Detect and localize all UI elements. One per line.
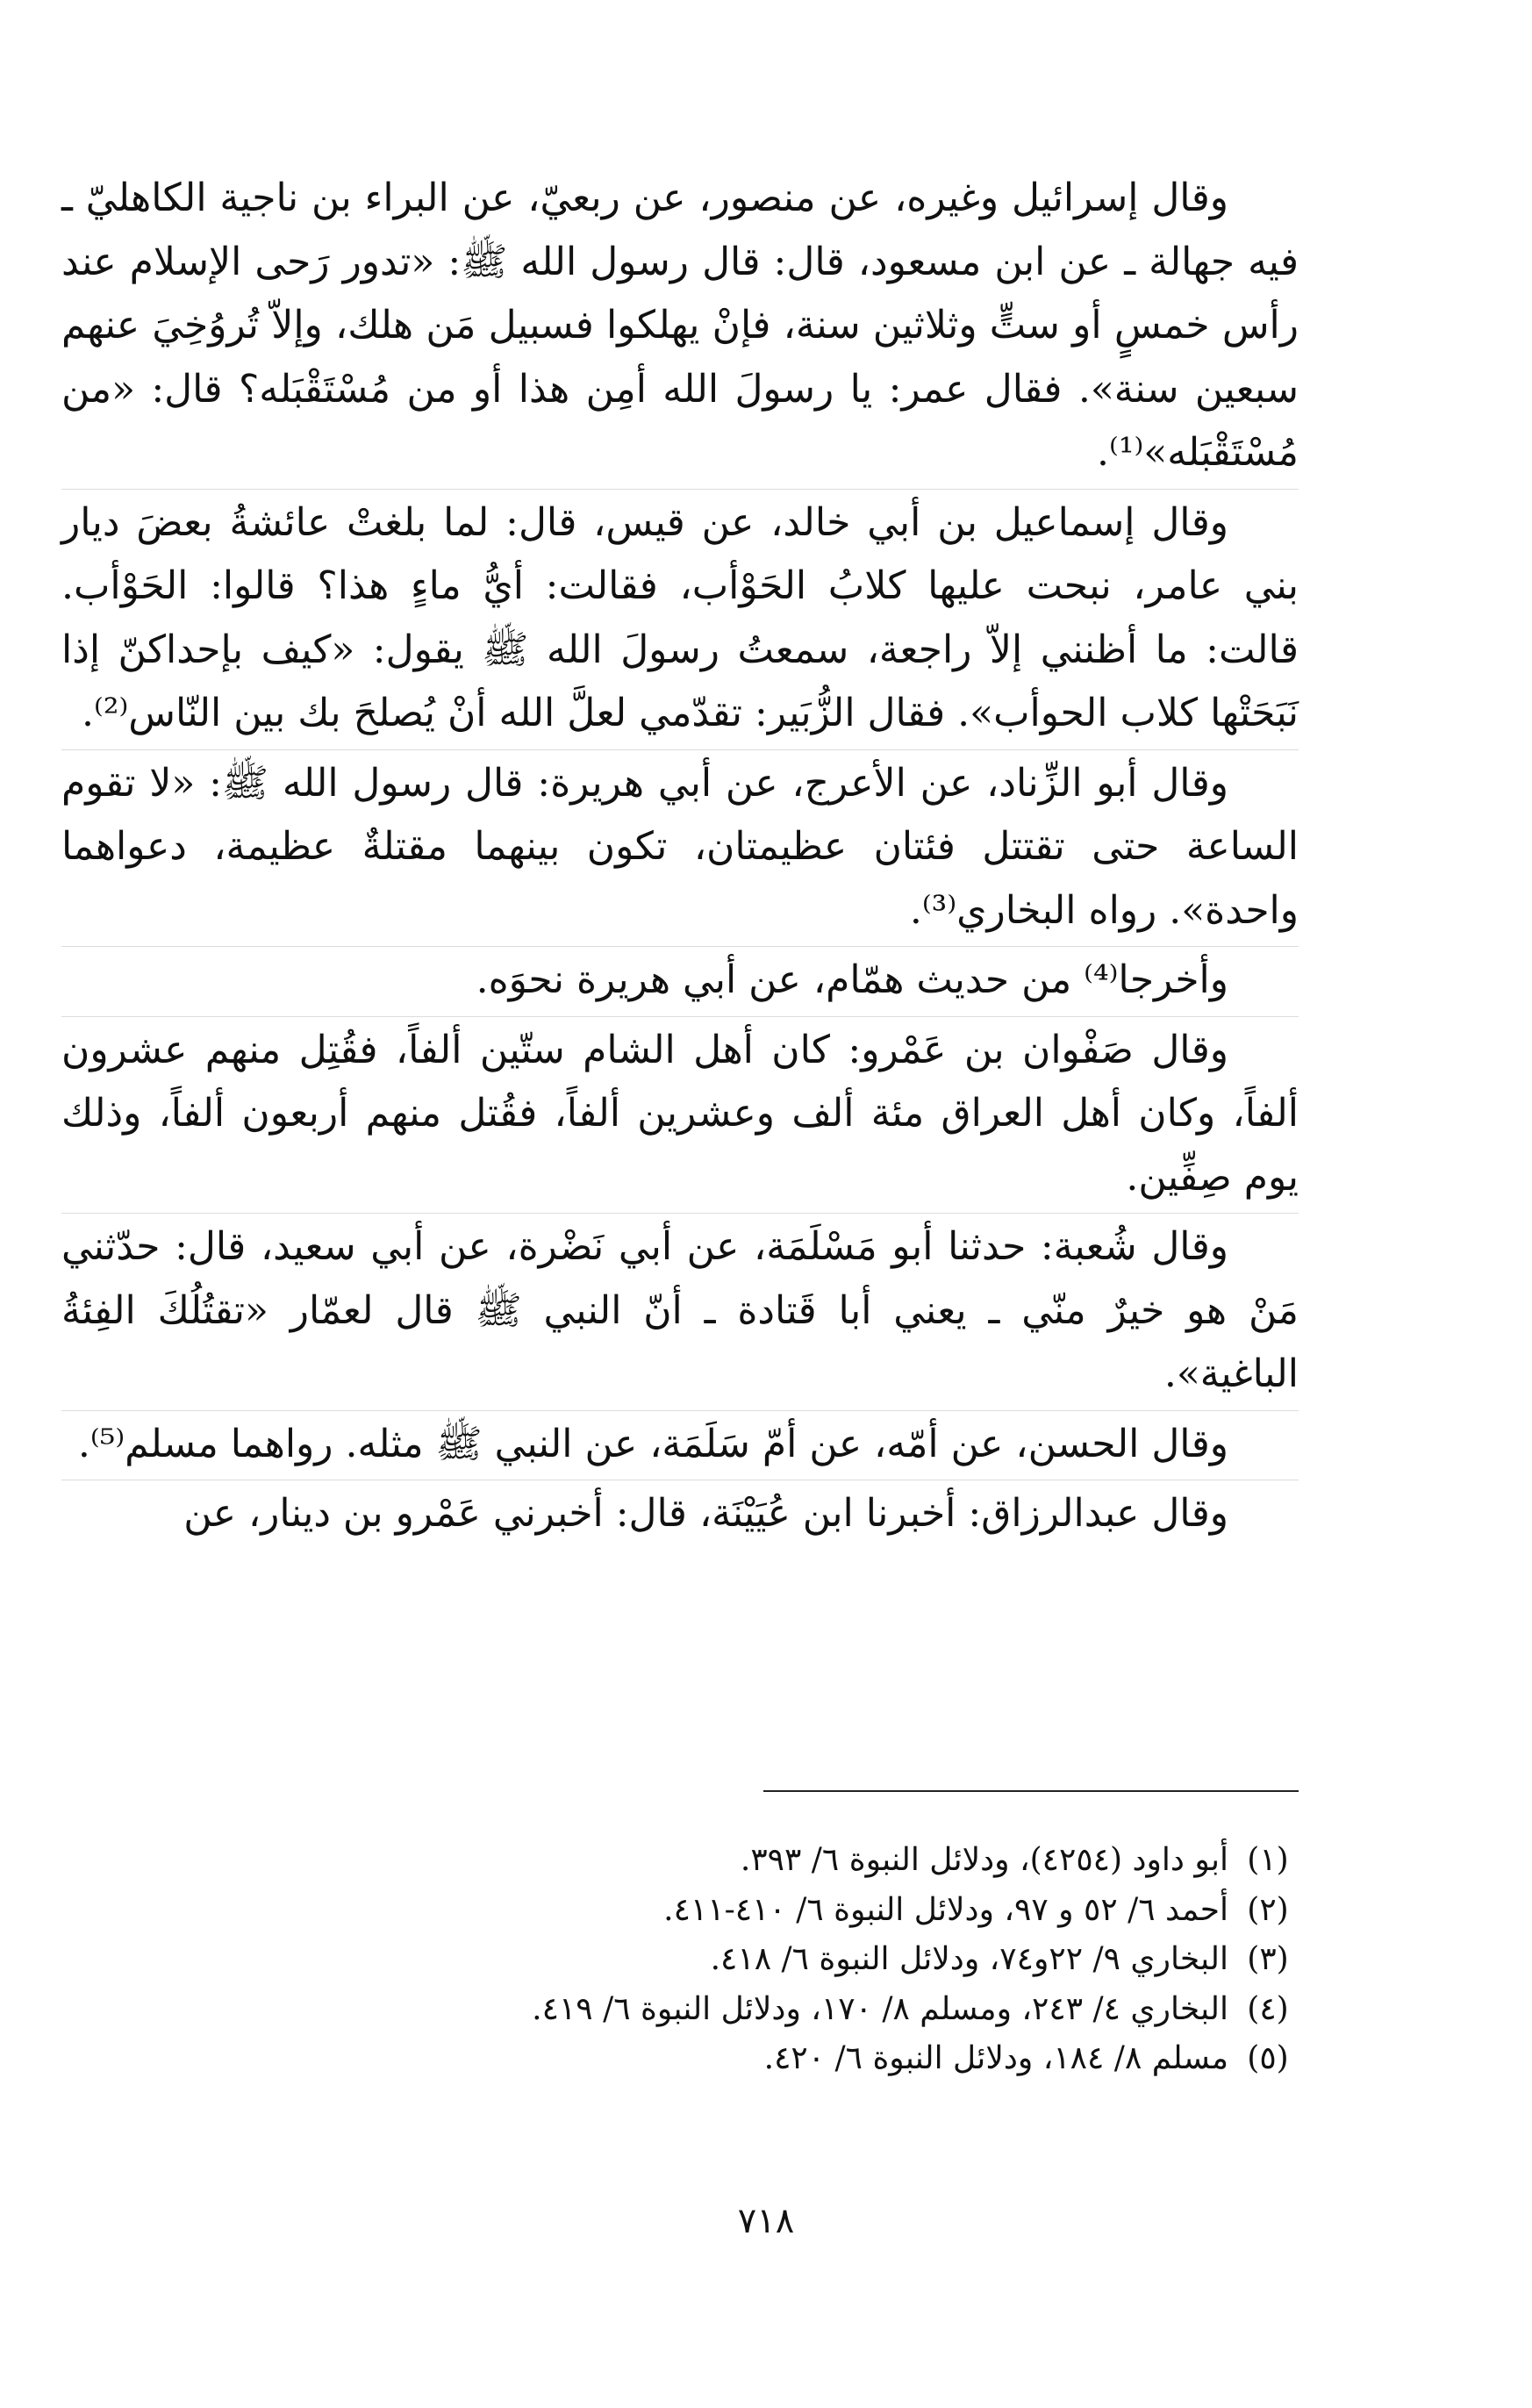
footnote-text: أحمد ٦/ ٥٢ و ٩٧، ودلائل النبوة ٦/ ٤١٠-٤١١. bbox=[663, 1891, 1228, 1928]
paragraph: وقال شُعبة: حدثنا أبو مَسْلَمَة، عن أبي نَضْرة، عن أبي سعيد، قال: حدّثني مَنْ هو خيرٌ منّي ـ يعني أبا قَتادة ـ أنّ النبي ﷺ قال لعمّار «تقتُلُكَ الفِئةُ الباغية». bbox=[61, 1215, 1299, 1411]
footnote-separator bbox=[763, 1790, 1299, 1792]
paragraph: وقال عبدالرزاق: أخبرنا ابن عُيَيْنَة، قال: أخبرني عَمْرو بن دينار، عن bbox=[183, 1491, 1228, 1536]
footnote bbox=[61, 1985, 1299, 2035]
footnote-number: (٥) bbox=[1247, 2040, 1289, 2076]
main-text bbox=[61, 167, 1299, 1552]
footnote bbox=[61, 1935, 1299, 1985]
footnote-text: أبو داود (٤٢٥٤)، ودلائل النبوة ٦/ ٣٩٣. bbox=[740, 1842, 1228, 1878]
footnote-number: (٢) bbox=[1247, 1891, 1289, 1928]
footnote bbox=[61, 1836, 1299, 1886]
paragraph: وقال إسماعيل بن أبي خالد، عن قيس، قال: لما بلغتْ عائشةُ بعضَ ديار بني عامر، نبحت عليها كلابُ الحَوْأب، فقالت: أيُّ ماءٍ هذا؟ قالوا: الحَوْأب. قالت: ما أظنني إلاّ راجعة، سمعتُ رسولَ الله ﷺ يقول: «كيف بإحداكنّ إذا نَبَحَتْها كلاب الحوأب». فقال الزُّبَير: تقدّمي لعلَّ الله أنْ يُصلحَ بك بين النّاس⁽²⁾. bbox=[61, 491, 1299, 750]
footnote bbox=[61, 2034, 1299, 2084]
footnote-text: البخاري ٤/ ٢٤٣، ومسلم ٨/ ١٧٠، ودلائل النبوة ٦/ ٤١٩. bbox=[532, 1990, 1228, 2027]
footnote-number: (٣) bbox=[1247, 1941, 1289, 1977]
paragraph: وقال إسرائيل وغيره، عن منصور، عن ربعيّ، عن البراء بن ناجية الكاهليّ ـ فيه جهالة ـ عن ابن مسعود، قال: قال رسول الله ﷺ: «تدور رَحى الإسلام عند رأس خمسٍ أو ستٍّ وثلاثين سنة، فإنْ يهلكوا فسبيل مَن هلك، وإلاّ تُروُخِيَ عنهم سبعين سنة». فقال عمر: يا رسولَ الله أمِن هذا أو من مُسْتَقْبَله؟ قال: «من مُسْتَقْبَله»⁽¹⁾. bbox=[61, 167, 1299, 490]
paragraph: وقال الحسن، عن أمّه، عن أمّ سَلَمَة، عن النبي ﷺ مثله. رواهما مسلم⁽⁵⁾. bbox=[61, 1413, 1299, 1481]
footnote-number: (١) bbox=[1247, 1842, 1289, 1878]
footnote bbox=[61, 1886, 1299, 1936]
page-number: ٧١٨ bbox=[737, 2201, 795, 2241]
paragraph: وقال أبو الزِّناد، عن الأعرج، عن أبي هريرة: قال رسول الله ﷺ: «لا تقوم الساعة حتى تقتتل فئتان عظيمتان، تكون بينهما مقتلةٌ عظيمة، دعواهما واحدة». رواه البخاري⁽³⁾. bbox=[61, 752, 1299, 948]
footnotes bbox=[61, 1836, 1299, 2084]
paragraph: وقال صَفْوان بن عَمْرو: كان أهل الشام ستّين ألفاً، فقُتِل منهم عشرون ألفاً، وكان أهل العراق مئة ألف وعشرين ألفاً، فقُتل منهم أربعون ألفاً، وذلك يوم صِفِّين. bbox=[61, 1019, 1299, 1215]
footnote-number: (٤) bbox=[1247, 1990, 1289, 2027]
footnote-text: مسلم ٨/ ١٨٤، ودلائل النبوة ٦/ ٤٢٠. bbox=[763, 2040, 1228, 2076]
paragraph: وأخرجا⁽⁴⁾ من حديث همّام، عن أبي هريرة نحوَه. bbox=[61, 949, 1299, 1017]
footnote-text: البخاري ٩/ ٢٢و٧٤، ودلائل النبوة ٦/ ٤١٨. bbox=[710, 1941, 1228, 1977]
